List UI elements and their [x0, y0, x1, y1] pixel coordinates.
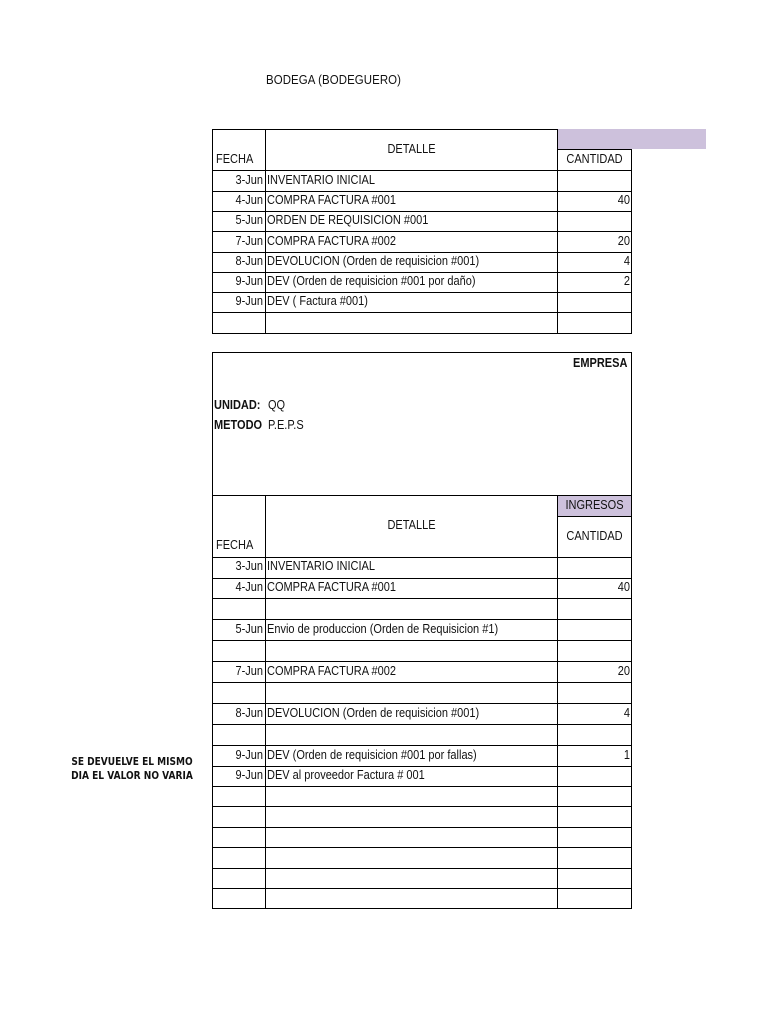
col-header-fecha: FECHA	[216, 538, 254, 552]
side-note-line1: SE DEVUELVE EL MISMO	[71, 756, 193, 768]
table-cell-detalle: COMPRA FACTURA #001	[267, 193, 396, 207]
table-cell-cantidad: 40	[617, 580, 630, 594]
col-header-detalle: DETALLE	[387, 142, 436, 156]
table-cell-fecha: 7-Jun	[235, 664, 263, 678]
table-cell-cantidad: 1	[623, 748, 630, 762]
table-cell-detalle: DEV ( Factura #001)	[267, 294, 368, 308]
table-cell-fecha: 3-Jun	[235, 559, 263, 573]
header-strip	[558, 129, 706, 149]
table-cell-detalle: ORDEN DE REQUISICION #001	[267, 213, 429, 227]
table-cell-fecha: 9-Jun	[235, 274, 263, 288]
table-cell-fecha: 7-Jun	[235, 234, 263, 248]
table-cell-detalle: DEVOLUCION (Orden de requisicion #001)	[267, 706, 480, 720]
table-cell-detalle: DEV al proveedor Factura # 001	[267, 768, 425, 782]
table-cell-detalle: COMPRA FACTURA #002	[267, 664, 396, 678]
table-cell-detalle: INVENTARIO INICIAL	[267, 559, 375, 573]
table-cell-detalle: INVENTARIO INICIAL	[267, 173, 375, 187]
side-note-line2: DIA EL VALOR NO VARIA	[71, 770, 193, 782]
table-cell-cantidad: 40	[617, 193, 630, 207]
table-cell-fecha: 5-Jun	[235, 213, 263, 227]
table-cell-detalle: COMPRA FACTURA #002	[267, 234, 396, 248]
table-cell-fecha: 9-Jun	[235, 768, 263, 782]
table-cell-fecha: 5-Jun	[235, 622, 263, 636]
metodo-value: P.E.P.S	[268, 418, 304, 432]
table-cell-cantidad: 4	[623, 254, 630, 268]
table-cell-fecha: 4-Jun	[235, 193, 263, 207]
table-cell-fecha: 4-Jun	[235, 580, 263, 594]
table-cell-fecha: 8-Jun	[235, 706, 263, 720]
col-header-ingresos: INGRESOS	[565, 498, 624, 512]
table-cell-fecha: 9-Jun	[235, 748, 263, 762]
col-header-cantidad: CANTIDAD	[566, 152, 623, 166]
table-cell-cantidad: 20	[617, 664, 630, 678]
col-header-cantidad: CANTIDAD	[566, 529, 623, 543]
table-cell-fecha: 9-Jun	[235, 294, 263, 308]
table-cell-detalle: DEV (Orden de requisicion #001 por daño)	[267, 274, 476, 288]
table-cell-detalle: COMPRA FACTURA #001	[267, 580, 396, 594]
table-cell-detalle: Envio de produccion (Orden de Requisicion #1)	[267, 622, 499, 636]
empresa-label: EMPRESA	[573, 356, 628, 370]
table-cell-cantidad: 4	[623, 706, 630, 720]
unidad-value: QQ	[268, 398, 286, 412]
metodo-label: METODO	[214, 418, 263, 432]
table-cell-detalle: DEV (Orden de requisicion #001 por fallas)	[267, 748, 477, 762]
table-cell-fecha: 3-Jun	[235, 173, 263, 187]
table-cell-cantidad: 2	[623, 274, 630, 288]
table-cell-detalle: DEVOLUCION (Orden de requisicion #001)	[267, 254, 480, 268]
col-header-detalle: DETALLE	[387, 518, 436, 532]
page-title: BODEGA (BODEGUERO)	[266, 72, 402, 87]
col-header-fecha: FECHA	[216, 152, 254, 166]
table-cell-cantidad: 20	[617, 234, 630, 248]
table-cell-fecha: 8-Jun	[235, 254, 263, 268]
unidad-label: UNIDAD:	[214, 398, 261, 412]
